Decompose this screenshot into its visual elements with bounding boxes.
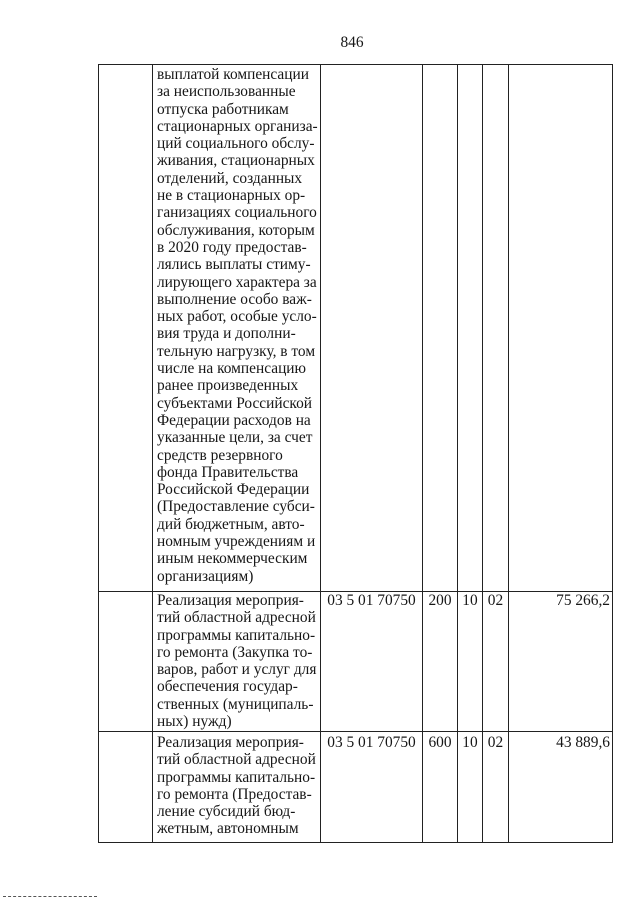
budget-table: [98, 64, 613, 843]
description-line: Федерации расходов на: [157, 411, 311, 429]
description-line: ганизациях социального: [157, 204, 317, 222]
description-line: средств резервного: [157, 446, 283, 464]
table-row: [99, 732, 613, 843]
section-cell: 10: [458, 732, 483, 843]
description-line: в 2020 году предостав-: [157, 238, 307, 256]
description-line: лялись выплаты стиму-: [157, 256, 311, 274]
description-line: (Предоставление субси-: [157, 498, 315, 516]
page-number: 846: [340, 34, 364, 51]
section-cell: [458, 65, 483, 592]
subsection-cell: 02: [483, 592, 509, 732]
description-line: ственных (муниципаль-: [157, 695, 314, 713]
description-line: программы капитально-: [157, 626, 316, 644]
row-number-cell: [99, 65, 153, 592]
description-line: го ремонта (Закупка то-: [157, 643, 313, 661]
code-cell: 03 5 01 70750: [321, 732, 423, 843]
description-line: Реализация мероприя-: [157, 592, 304, 609]
description-line: ранее произведенных: [157, 377, 299, 395]
description-line: организациям): [157, 567, 254, 585]
description-line: тий областной адресной: [157, 751, 316, 769]
description-cell: [153, 592, 321, 732]
description-line: иным некоммерческим: [157, 550, 308, 568]
row-number-cell: [99, 732, 153, 843]
description-line: живания, стационарных: [157, 152, 315, 170]
description-line: субъектами Российской: [157, 394, 313, 412]
footnote-separator: [3, 896, 97, 897]
description-line: ление субсидий бюд-: [157, 803, 296, 821]
description-line: Российской Федерации: [157, 481, 310, 499]
subsection-cell: [483, 65, 509, 592]
description-line: Реализация мероприя-: [157, 734, 304, 751]
description-line: го ремонта (Предостав-: [157, 785, 312, 803]
description-line: программы капитально-: [157, 768, 316, 786]
subsection-cell: 02: [483, 732, 509, 843]
description-line: лирующего характера за: [157, 273, 317, 291]
description-line: выполнение особо важ-: [157, 290, 312, 308]
description-line: числе на компенсацию: [157, 360, 307, 378]
description-line: ных работ, особые усло-: [157, 308, 317, 326]
description-line: тельную нагрузку, в том: [157, 342, 316, 360]
row-number-cell: [99, 592, 153, 732]
table-row: [99, 592, 613, 732]
description-line: жетным, автономным: [157, 820, 299, 838]
description-line: выплатой компенсации: [157, 66, 309, 83]
description-line: обеспечения государ-: [157, 678, 298, 696]
description-line: фонда Правительства: [157, 463, 299, 481]
code-cell: [321, 65, 423, 592]
description-cell: [153, 732, 321, 843]
expense-type-cell: 600: [423, 732, 458, 843]
description-line: обслуживания, которым: [157, 221, 315, 239]
description-line: указанные цели, за счет: [157, 429, 313, 447]
description-line: ций социального обслу-: [157, 135, 315, 153]
description-line: вия труда и дополни-: [157, 325, 296, 343]
description-line: варов, работ и услуг для: [157, 661, 317, 679]
description-line: ных) нужд): [157, 713, 232, 731]
code-cell: 03 5 01 70750: [321, 592, 423, 732]
description-line: номным учреждениям и: [157, 533, 316, 551]
section-cell: 10: [458, 592, 483, 732]
description-line: не в стационарных ор-: [157, 187, 306, 205]
description-line: отпуска работникам: [157, 100, 289, 118]
amount-cell: 43 889,6: [509, 732, 613, 843]
amount-cell: [509, 65, 613, 592]
expense-type-cell: [423, 65, 458, 592]
description-line: дий бюджетным, авто-: [157, 515, 305, 533]
description-cell: [153, 65, 321, 592]
description-line: тий областной адресной: [157, 609, 316, 627]
expense-type-cell: 200: [423, 592, 458, 732]
description-line: за неиспользованные: [157, 83, 296, 101]
table-row: [99, 65, 613, 592]
description-line: стационарных организа-: [157, 117, 318, 135]
description-line: отделений, созданных: [157, 169, 303, 187]
amount-cell: 75 266,2: [509, 592, 613, 732]
